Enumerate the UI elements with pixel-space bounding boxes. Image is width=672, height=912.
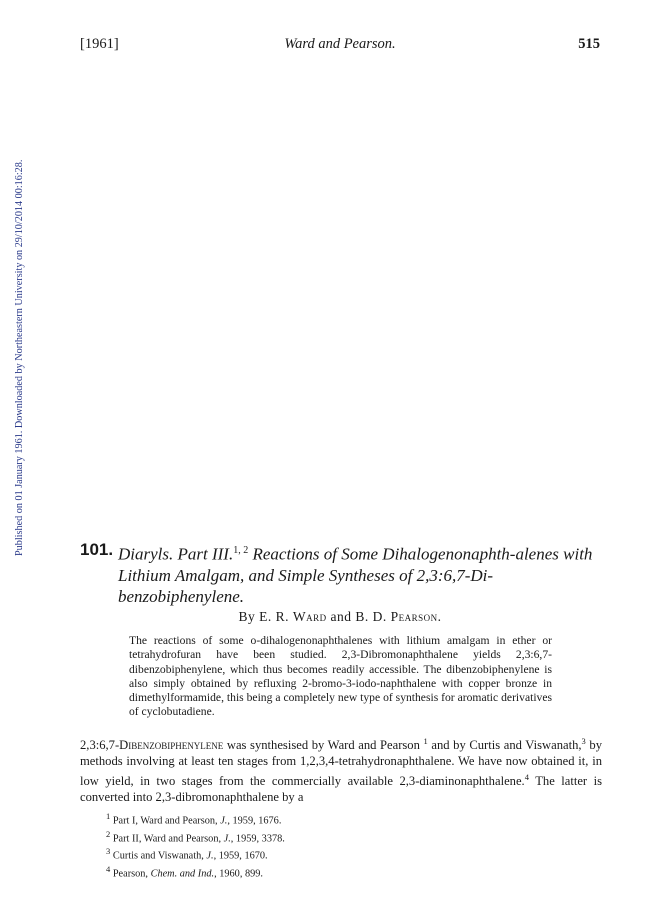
footnote-number: 2 [106,828,111,839]
ref-4: 4 [524,772,529,783]
footnote-citation: , 1960, 899. [214,868,263,880]
footnote [106,863,546,881]
header-running-title: Ward and Pearson. [284,36,396,52]
footnote [106,845,546,863]
article-title [118,540,600,607]
article-number: 101. [80,540,114,559]
byline-prefix: By E. R. [238,609,293,624]
body-text-3: by methods involving at least ten stages from 1,2,3,4-tetrahydronaphthalene. We have now obtained it, in low yield, in two stages from the commercially available 2,3-diaminonaphthalene. [80,738,602,789]
ref-1: 1 [423,736,428,746]
footnote-journal: J. [220,815,228,827]
author-ward: Ward [292,609,327,624]
footnote-number: 1 [106,811,111,821]
body-text-1: was synthesised by Ward and Pearson [223,738,424,753]
footnote-citation: , 1959, 1670. [213,850,268,862]
byline [80,609,600,625]
footnote-journal: Chem. and Ind. [150,868,215,880]
footnote [106,828,546,846]
footnote-journal: J. [206,850,214,862]
header-page-number: 515 [578,36,600,52]
body-paragraph [80,733,602,805]
download-watermark: Published on 01 January 1961. Downloaded by Northeastern University on 29/10/2014 00:16:28. [14,159,25,556]
abstract: The reactions of some o-dihalogenonaphthalenes with lithium amalgam in ether or tetrahydrofuran have been studied. 2,3-Dibromonaphthalene yields 2,3:6,7-dibenzobiphenylene, which thus becomes readily accessible. The dibenzobiphenylene is also simply obtained by refluxing 2-bromo-3-iodo-naphthalene with copper bronze in dimethylformamide, this being a completely new type of synthesis for aromatic derivatives of cyclobutadiene. [129,634,552,719]
title-footnote-refs: 1, 2 [233,545,249,556]
footnote-text: Curtis and Viswanath, [110,850,207,862]
body-text-4: The latter is converted into 2,3-dibromonaphthalene by a [80,774,602,805]
footnote-text: Part II, Ward and Pearson, [110,833,224,845]
body-text-2: and by Curtis and Viswanath, [427,738,582,753]
byline-suffix: . [437,609,442,624]
title-part-b: Reactions of Some Dihalogenonaphth-alenes with Lithium Amalgam, and Simple Syntheses of 2,3:6,7-Di-benzobiphenylene. [118,544,593,606]
title-part-a: Diaryls. Part III. [118,544,234,564]
ref-3: 3 [581,736,586,746]
footnote-journal: J. [223,833,231,845]
footnote-citation: , 1959, 1676. [227,815,282,827]
footnote [106,810,546,828]
author-pearson: Pearson [390,609,438,624]
footnote-citation: , 1959, 3378. [230,833,285,845]
footnote-number: 3 [106,846,111,857]
body-lead-compound: 2,3:6,7-Dibenzobiphenylene [80,738,224,753]
byline-mid: and B. D. [326,609,391,624]
footnotes [106,810,546,881]
footnote-text: Part I, Ward and Pearson, [110,815,221,827]
footnote-text: Pearson, [110,868,151,880]
running-header [80,36,600,58]
footnote-number: 4 [106,863,111,874]
header-year: [1961] [80,36,119,52]
